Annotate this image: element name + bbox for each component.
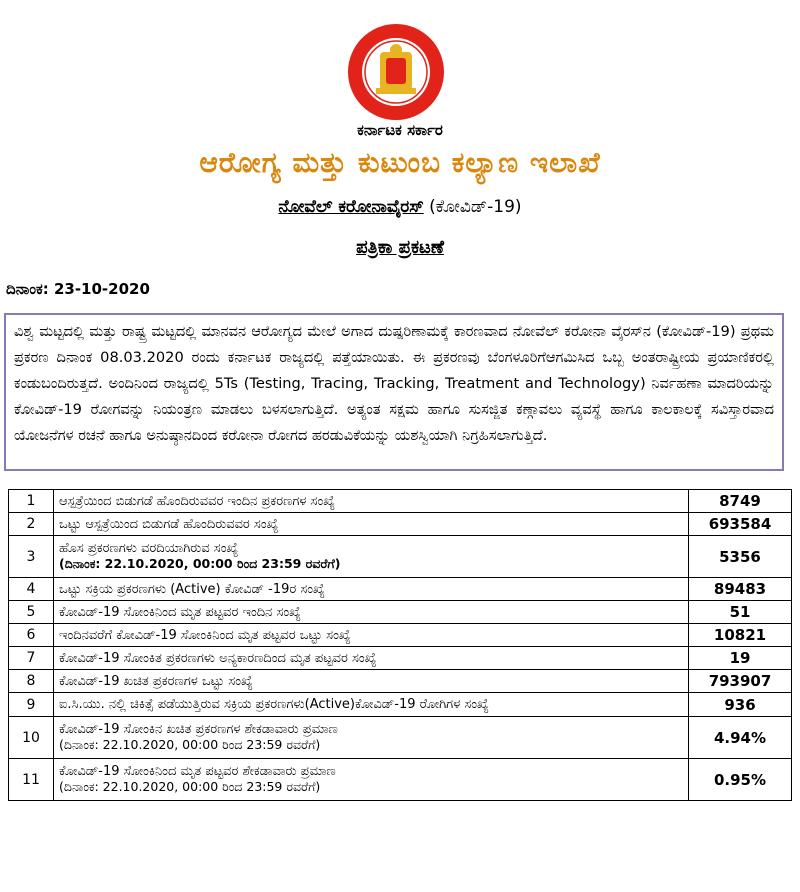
row-label-cell bbox=[54, 717, 689, 759]
row-value: 936 bbox=[689, 693, 792, 717]
subject-line bbox=[0, 197, 800, 217]
row-value: 89483 bbox=[689, 578, 792, 601]
row-label-cell bbox=[54, 624, 689, 647]
row-number: 2 bbox=[9, 513, 54, 536]
row-label: ಇಂದಿನವರೆಗೆ ಕೋವಿಡ್-19 ಸೋಂಕಿನಿಂದ ಮೃತ ಪಟ್ಟವರ ಒಟ್ಟು ಸಂಖ್ಯೆ bbox=[59, 627, 351, 643]
row-label: ಐ.ಸಿ.ಯು. ನಲ್ಲಿ ಚಿಕಿತ್ಸೆ ಪಡೆಯುತ್ತಿರುವ ಸಕ್ರಿಯ ಪ್ರಕರಣಗಳು(Active)ಕೋವಿಡ್-19 ರೋಗಿಗಳ ಸಂಖ್ಯೆ bbox=[59, 697, 489, 712]
row-number: 7 bbox=[9, 647, 54, 670]
government-name: ಕರ್ನಾಟಕ ಸರ್ಕಾರ bbox=[357, 121, 443, 139]
department-title: ಆರೋಗ್ಯ ಮತ್ತು ಕುಟುಂಬ ಕಲ್ಯಾಣ ಇಲಾಖೆ bbox=[199, 146, 601, 179]
row-value: 693584 bbox=[689, 513, 792, 536]
row-number: 5 bbox=[9, 601, 54, 624]
row-label-cell bbox=[54, 647, 689, 670]
row-label-cell bbox=[54, 693, 689, 717]
subject-paren: (ಕೋವಿಡ್-19) bbox=[423, 197, 522, 217]
table-row bbox=[9, 624, 792, 647]
table-row bbox=[9, 647, 792, 670]
row-value: 793907 bbox=[689, 670, 792, 693]
row-label-cell bbox=[54, 759, 689, 801]
table-row bbox=[9, 578, 792, 601]
table-row bbox=[9, 490, 792, 513]
row-note: (ದಿನಾಂಕ: 22.10.2020, 00:00 ರಿಂದ 23:59 ರವರೆಗೆ) bbox=[59, 556, 341, 571]
covid-stats-table bbox=[8, 489, 792, 801]
row-number: 6 bbox=[9, 624, 54, 647]
table-row bbox=[9, 536, 792, 578]
row-label: ಕೋವಿಡ್-19 ಸೋಂಕಿತ ಪ್ರಕರಣಗಳು ಅನ್ಯಕಾರಣದಿಂದ ಮೃತ ಪಟ್ಟವರ ಸಂಖ್ಯೆ bbox=[59, 650, 377, 666]
table-row bbox=[9, 717, 792, 759]
row-number: 9 bbox=[9, 693, 54, 717]
row-value: 19 bbox=[689, 647, 792, 670]
row-label: ಕೋವಿಡ್-19 ಸೋಂಕಿನ ಖಚಿತ ಪ್ರಕರಣಗಳ ಶೇಕಡಾವಾರು ಪ್ರಮಾಣ bbox=[59, 722, 338, 737]
row-number: 1 bbox=[9, 490, 54, 513]
row-value: 51 bbox=[689, 601, 792, 624]
subject-main: ನೋವೆಲ್ ಕರೋನಾವೈರಸ್ bbox=[278, 197, 424, 217]
row-value: 4.94% bbox=[689, 717, 792, 759]
row-value: 10821 bbox=[689, 624, 792, 647]
row-label-cell bbox=[54, 670, 689, 693]
row-number: 4 bbox=[9, 578, 54, 601]
row-number: 8 bbox=[9, 670, 54, 693]
intro-paragraph: ವಿಶ್ವ ಮಟ್ಟದಲ್ಲಿ ಮತ್ತು ರಾಷ್ಟ್ರ ಮಟ್ಟದಲ್ಲಿ ಮಾನವನ ಆರೋಗ್ಯದ ಮೇಲೆ ಅಗಾದ ದುಷ್ಪರಿಣಾಮಕ್ಕೆ ಕಾರಣವಾದ ನೋವೆಲ್ ಕರೋನಾ ವೈರಸ್‌ನ (ಕೋವಿಡ್-19) ಪ್ರಥಮ ಪ್ರಕರಣ ದಿನಾಂಕ 08.03.2020 ರಂದು ಕರ್ನಾಟಕ ರಾಜ್ಯದಲ್ಲಿ ಪತ್ತೆಯಾಯಿತು. ಈ ಪ್ರಕರಣವು ಬೆಂಗಳೂರಿಗೆಆಗಮಿಸಿದ ಒಬ್ಬ ಅಂತರಾಷ್ಟ್ರೀಯ ಪ್ರಯಾಣಿಕರಲ್ಲಿ ಕಂಡುಬಂದಿರುತ್ತದೆ. ಅಂದಿನಿಂದ ರಾಜ್ಯದಲ್ಲಿ 5Ts (Testing, Tracing, Tracking, Treatment and Technology) ನಿರ್ವಹಣಾ ಮಾದರಿಯನ್ನು ಕೋವಿಡ್-19 ರೋಗವನ್ನು ನಿಯಂತ್ರಣ ಮಾಡಲು ಬಳಸಲಾಗುತ್ತಿದೆ. ಅತ್ಯಂತ ಸಕ್ಷಮ ಹಾಗೂ ಸುಸಜ್ಜಿತ ಕಣ್ಗಾವಲು ವ್ಯವಸ್ಥೆ ಹಾಗೂ ಕಾಲಕಾಲಕ್ಕೆ ಸವಿಸ್ತಾರವಾದ ಯೋಜನೆಗಳ ರಚನೆ ಹಾಗೂ ಅನುಷ್ಠಾನದಿಂದ ಕರೋನಾ ರೋಗದ ಹರಡುವಿಕೆಯನ್ನು ಯಶಸ್ವಿಯಾಗಿ ನಿಗ್ರಹಿಸಲಾಗುತ್ತಿದೆ. bbox=[4, 313, 784, 471]
row-label-cell bbox=[54, 490, 689, 513]
row-label: ಕೋವಿಡ್-19 ಸೋಂಕಿನಿಂದ ಮೃತ ಪಟ್ಟವರ ಶೇಕಡಾವಾರು ಪ್ರಮಾಣ bbox=[59, 764, 336, 779]
row-note: (ದಿನಾಂಕ: 22.10.2020, 00:00 ರಿಂದ 23:59 ರವರೆಗೆ) bbox=[59, 737, 321, 752]
table-row bbox=[9, 759, 792, 801]
row-value: 8749 bbox=[689, 490, 792, 513]
row-label-cell bbox=[54, 536, 689, 578]
row-label-cell bbox=[54, 513, 689, 536]
press-release-title: ಪತ್ರಿಕಾ ಪ್ರಕಟಣೆ bbox=[356, 237, 444, 258]
release-date: ದಿನಾಂಕ: 23-10-2020 bbox=[6, 280, 150, 298]
row-label-cell bbox=[54, 578, 689, 601]
row-label-cell bbox=[54, 601, 689, 624]
row-label: ಒಟ್ಟು ಆಸ್ಪತ್ರೆಯಿಂದ ಬಿಡುಗಡೆ ಹೊಂದಿರುವವರ ಸಂಖ್ಯೆ bbox=[59, 516, 279, 532]
row-value: 5356 bbox=[689, 536, 792, 578]
row-value: 0.95% bbox=[689, 759, 792, 801]
row-number: 11 bbox=[9, 759, 54, 801]
table-row bbox=[9, 670, 792, 693]
table-row bbox=[9, 601, 792, 624]
row-label: ಆಸ್ಪತ್ರೆಯಿಂದ ಬಿಡುಗಡೆ ಹೊಂದಿರುವವರ ಇಂದಿನ ಪ್ರಕರಣಗಳ ಸಂಖ್ಯೆ bbox=[59, 493, 335, 509]
row-label: ಒಟ್ಟು ಸಕ್ರಿಯ ಪ್ರಕರಣಗಳು (Active) ಕೋವಿಡ್ -19ರ ಸಂಖ್ಯೆ bbox=[59, 581, 325, 597]
row-label: ಕೋವಿಡ್-19 ಖಚಿತ ಪ್ರಕರಣಗಳ ಒಟ್ಟು ಸಂಖ್ಯೆ bbox=[59, 673, 253, 689]
row-note: (ದಿನಾಂಕ: 22.10.2020, 00:00 ರಿಂದ 23:59 ರವರೆಗೆ) bbox=[59, 779, 321, 794]
row-label: ಕೋವಿಡ್-19 ಸೋಂಕಿನಿಂದ ಮೃತ ಪಟ್ಟವರ ಇಂದಿನ ಸಂಖ್ಯೆ bbox=[59, 604, 301, 620]
row-label: ಹೊಸ ಪ್ರಕರಣಗಳು ವರದಿಯಾಗಿರುವ ಸಂಖ್ಯೆ bbox=[59, 541, 239, 556]
table-row bbox=[9, 513, 792, 536]
table-row bbox=[9, 693, 792, 717]
row-number: 10 bbox=[9, 717, 54, 759]
row-number: 3 bbox=[9, 536, 54, 578]
karnataka-seal-icon bbox=[346, 22, 446, 122]
